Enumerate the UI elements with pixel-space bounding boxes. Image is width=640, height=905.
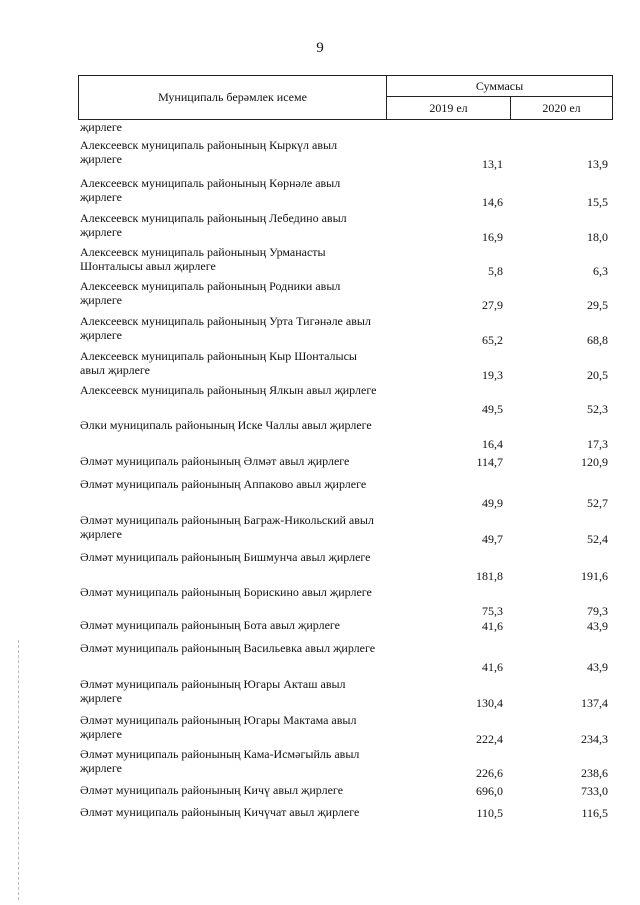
row-value-2019: 14,6: [482, 195, 503, 209]
table-row: [80, 245, 610, 279]
row-name: Әлки муниципаль районының Иске Чаллы авыл җирлеге: [80, 418, 372, 432]
row-value-2020: 120,9: [581, 455, 608, 469]
column-header-name: Муниципаль берәмлек исеме: [79, 76, 387, 120]
table-row: [80, 805, 610, 821]
column-header-2020: 2020 ел: [511, 97, 613, 120]
row-value-2020: 29,5: [587, 298, 608, 312]
row-value-2019: 16,4: [482, 437, 503, 451]
table-row: [80, 641, 610, 675]
row-value-2020: 116,5: [581, 806, 608, 820]
row-value-2019: 13,1: [482, 157, 503, 171]
row-value-2019: 75,3: [482, 604, 503, 618]
row-name: Әлмәт муниципаль районының Кичүчат авыл җирлеге: [80, 805, 360, 819]
row-value-2020: 17,3: [587, 437, 608, 451]
table-row: [80, 279, 610, 313]
page-number: 9: [316, 40, 324, 56]
table-row: [80, 383, 610, 417]
table-row: [80, 713, 610, 747]
row-name: Әлмәт муниципаль районының Югары Мактама авыл җирлеге: [80, 713, 357, 741]
table-row: [80, 138, 610, 172]
row-value-2020: 238,6: [581, 766, 608, 780]
table-row: [80, 418, 610, 452]
table-header: [78, 75, 613, 120]
table-row: [80, 176, 610, 210]
table-row: [80, 747, 610, 781]
row-name: Алексеевск муниципаль районының Ялкын авыл җирлеге: [80, 383, 377, 397]
row-value-2020: 52,4: [587, 532, 608, 546]
row-value-2019: 49,9: [482, 496, 503, 510]
table-row: [80, 618, 610, 634]
row-value-2019: 5,8: [488, 264, 503, 278]
row-value-2019: 49,5: [482, 402, 503, 416]
row-value-2020: 79,3: [587, 604, 608, 618]
row-value-2020: 43,9: [587, 619, 608, 633]
row-name: Алексеевск муниципаль районының Урта Тигәнәле авыл җирлеге: [80, 314, 371, 342]
table-row: [80, 513, 610, 547]
table-row: [80, 211, 610, 245]
row-value-2020: 15,5: [587, 195, 608, 209]
column-header-2019: 2019 ел: [387, 97, 511, 120]
column-header-sum: Суммасы: [387, 76, 613, 97]
row-name: Әлмәт муниципаль районының Кама-Исмәгыйль авыл җирлеге: [80, 747, 360, 775]
table-row: [80, 677, 610, 711]
row-value-2019: 226,6: [476, 766, 503, 780]
row-value-2020: 68,8: [587, 333, 608, 347]
row-name: Әлмәт муниципаль районының Бишмунча авыл җирлеге: [80, 550, 371, 564]
row-value-2019: 130,4: [476, 696, 503, 710]
row-value-2020: 137,4: [581, 696, 608, 710]
row-name: Алексеевск муниципаль районының Урманасты Шонталысы авыл җирлеге: [80, 245, 326, 273]
row-name: Әлмәт муниципаль районының Васильевка авыл җирлеге: [80, 641, 376, 655]
table-row: [80, 550, 610, 584]
table-row: [80, 314, 610, 348]
row-value-2020: 191,6: [581, 569, 608, 583]
table-row: [80, 349, 610, 383]
row-value-2020: 13,9: [587, 157, 608, 171]
row-value-2019: 27,9: [482, 298, 503, 312]
row-value-2019: 19,3: [482, 368, 503, 382]
table-row: [80, 585, 610, 619]
row-value-2020: 234,3: [581, 732, 608, 746]
row-value-2020: 6,3: [593, 264, 608, 278]
row-value-2019: 41,6: [482, 660, 503, 674]
continuation-text: җирлеге: [80, 120, 122, 134]
row-value-2020: 18,0: [587, 230, 608, 244]
row-value-2019: 222,4: [476, 732, 503, 746]
row-name: Алексеевск муниципаль районының Родники авыл җирлеге: [80, 279, 341, 307]
row-name: Әлмәт муниципаль районының Әлмәт авыл җирлеге: [80, 454, 350, 468]
row-name: Әлмәт муниципаль районының Бота авыл җирлеге: [80, 618, 341, 632]
row-name: Әлмәт муниципаль районының Югары Акташ авыл җирлеге: [80, 677, 346, 705]
row-value-2019: 696,0: [476, 784, 503, 798]
row-value-2019: 181,8: [476, 569, 503, 583]
table-row: [80, 477, 610, 511]
row-name: Әлмәт муниципаль районының Баграж-Никольский авыл җирлеге: [80, 513, 374, 541]
row-value-2019: 41,6: [482, 619, 503, 633]
row-value-2020: 52,3: [587, 402, 608, 416]
row-name: Әлмәт муниципаль районының Борискино авыл җирлеге: [80, 585, 372, 599]
row-value-2019: 65,2: [482, 333, 503, 347]
row-name: Алексеевск муниципаль районының Кыр Шонталысы авыл җирлеге: [80, 349, 357, 377]
row-value-2020: 733,0: [581, 784, 608, 798]
row-value-2020: 52,7: [587, 496, 608, 510]
row-name: Алексеевск муниципаль районының Кыркүл авыл җирлеге: [80, 138, 338, 166]
row-value-2019: 49,7: [482, 532, 503, 546]
row-name: Алексеевск муниципаль районының Көрнәле авыл җирлеге: [80, 176, 341, 204]
row-value-2019: 16,9: [482, 230, 503, 244]
table-row: [80, 454, 610, 470]
table-row: [80, 783, 610, 799]
row-value-2020: 43,9: [587, 660, 608, 674]
row-name: Әлмәт муниципаль районының Кичү авыл җирлеге: [80, 783, 344, 797]
row-value-2020: 20,5: [587, 368, 608, 382]
row-value-2019: 110,5: [476, 806, 503, 820]
row-value-2019: 114,7: [476, 455, 503, 469]
row-name: Алексеевск муниципаль районының Лебедино авыл җирлеге: [80, 211, 347, 239]
row-name: Әлмәт муниципаль районының Аппаково авыл җирлеге: [80, 477, 367, 491]
margin-marks: [18, 640, 21, 900]
